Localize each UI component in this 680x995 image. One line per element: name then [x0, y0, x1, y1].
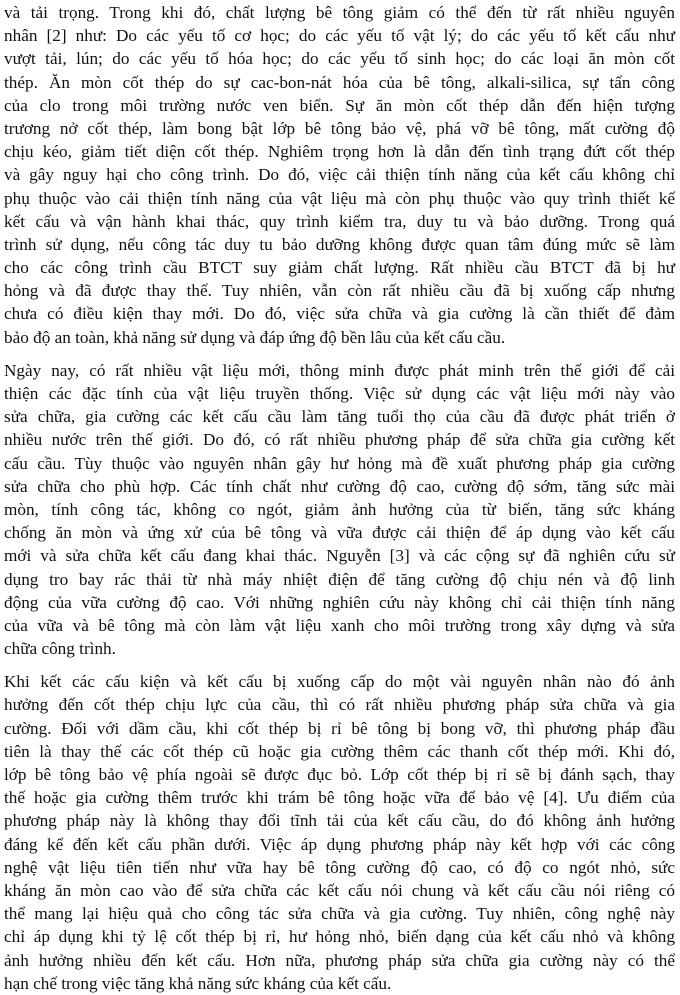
paragraph-repair-methods [4, 670, 675, 995]
text-line: cho các công trình cầu BTCT suy giảm chất lượng. Rất nhiều cầu BTCT đã bị hư [4, 258, 675, 278]
text-line: cường. Đối với dầm cầu, khi cốt thép bị rỉ bê tông bị bong vỡ, thì phương pháp đầu [4, 718, 675, 738]
text-line: mới và sửa chữa kết cấu đang khai thác. Nguyễn [3] và các cộng sự đã nghiên cứu sử [4, 546, 675, 566]
text-line: hưởng đến cốt thép chịu lực của cầu, thì có rất nhiều phương pháp sửa chữa và gia [4, 695, 675, 715]
text-line: và gây nguy hại cho công trình. Do đó, việc cải thiện tính năng của kết cấu không chỉ [4, 165, 675, 185]
text-line: thế hoặc gia cường thêm trước khi trám bê tông hoặc vữa để bảo vệ [4]. Ưu điểm của [4, 788, 675, 808]
text-line: chữa công trình. [4, 639, 116, 659]
text-line: chịu kéo, giảm tiết diện cốt thép. Nghiêm trọng hơn là dẫn đến tình trạng đứt cốt thép [4, 142, 675, 162]
text-line: Khi kết các cấu kiện và kết cấu bị xuống cấp do một vài nguyên nhân nào đó ảnh [4, 672, 675, 692]
text-line: nhân [2] như: Do các yếu tố cơ học; do các yếu tố vật lý; do các yếu tố kết cấu như [4, 26, 675, 46]
text-line: Ngày nay, có rất nhiều vật liệu mới, thông minh được phát minh trên thế giới để cải [4, 360, 675, 380]
text-line: nghệ vật liệu tiên tiến như vữa hay bê tông cường độ cao, có độ co ngót nhỏ, sức [4, 857, 675, 877]
text-line: ảnh hưởng nhiều đến kết cấu. Hơn nữa, phương pháp sửa chữa gia cường này có thể [4, 950, 675, 970]
text-line: dụng tro bay rác thải từ nhà máy nhiệt điện để tăng cường độ chịu nén và độ linh [4, 569, 675, 589]
text-line: trương nở cốt thép, làm bong bật lớp bê tông bảo vệ, phá vỡ bê tông, mất cường độ [4, 118, 675, 138]
text-line: lớp bê tông bảo vệ phía ngoài sẽ được đục bỏ. Lớp cốt thép bị rỉ sẽ bị đánh sạch, thay [4, 765, 675, 784]
paragraph-new-materials [4, 359, 675, 660]
text-line: nhiều nước trên thế giới. Do đó, có rất nhiều phương pháp để sửa chữa gia cường kết [4, 430, 675, 450]
text-line: hỏng và đã được thay thế. Tuy nhiên, vẫn còn rất nhiều cầu đã bị xuống cấp nhưng [4, 281, 675, 301]
text-line: chưa có điều kiện thay mới. Do đó, việc sửa chữa và gia cường là cần thiết để đảm [4, 304, 675, 324]
text-line: và tải trọng. Trong khi đó, chất lượng bê tông giảm có thể đến từ rất nhiều nguyên [4, 3, 675, 22]
text-line: chống ăn mòn và ứng xử của bê tông và vữa được cải thiện để áp dụng vào kết cấu [4, 523, 675, 543]
text-line: cấu cầu. Tùy thuộc vào nguyên nhân gây hư hỏng mà đề xuất phương pháp gia cường [4, 453, 675, 473]
text-line: trình sử dụng, nếu công tác duy tu bảo dưỡng không được quan tâm đúng mức sẽ làm [4, 234, 675, 254]
text-line: kháng ăn mòn cao vào để sửa chữa các kết cấu nói chung và kết cấu cầu nói riêng có [4, 880, 675, 900]
text-line: động của vữa cường độ cao. Với những nghiên cứu này không chỉ cải thiện tính năng [4, 592, 675, 612]
text-line: sửa chữa, gia cường các kết cấu cầu làm tăng tuổi thọ của cầu đã được phát triển ở [4, 407, 675, 427]
text-line: của clo trong môi trường nước ven biển. Sự ăn mòn cốt thép dẫn đến hiện tượng [4, 95, 675, 115]
text-line: sửa chữa cho phù hợp. Các tính chất như cường độ cao, cường độ sớm, tăng sức mài [4, 476, 675, 496]
text-line: chỉ áp dụng khi tỷ lệ cốt thép bị rỉ, hư hỏng nhỏ, biến dạng của kết cấu nhỏ và không [4, 927, 675, 947]
text-line: hạn chế trong việc tăng khả năng sức kháng của kết cấu. [4, 973, 392, 993]
text-line: tiên là thay thế các cốt thép cũ hoặc gia cường thêm các thanh cốt thép mới. Khi đó, [4, 741, 675, 761]
text-line: thể mang lại hiệu quả cho công tác sửa chữa và gia cường. Tuy nhiên, công nghệ này [4, 904, 675, 924]
text-line: của vữa và bê tông mà còn làm vật liệu xanh cho môi trường trong xây dựng và sửa [4, 615, 675, 635]
text-line: thép. Ăn mòn cốt thép do sự cac-bon-nát hóa của bê tông, alkali-silica, sự tấn công [4, 72, 675, 92]
text-line: phương pháp này là không thay đổi tĩnh tải của kết cấu cầu, do đó không ảnh hưởng [4, 811, 675, 831]
text-line: mòn, tính công tác, không co ngót, giảm ảnh hưởng của từ biến, tăng sức kháng [4, 499, 675, 519]
text-line: đáng kể đến kết cấu phần dưới. Việc áp dụng phương pháp này kết hợp với các công [4, 834, 675, 854]
text-line: phụ thuộc vào cải thiện tính năng của vật liệu mà còn phụ thuộc vào quy trình thiết kế [4, 188, 675, 208]
paragraph-concrete-degradation [4, 1, 675, 349]
text-line: vượt tải, lún; do các yếu tố hóa học; do các yếu tố sinh học; do các loại ăn mòn cốt [4, 49, 675, 69]
text-line: bảo độ an toàn, khả năng sử dụng và đáp ứng độ bền lâu của kết cấu cầu. [4, 327, 506, 347]
text-line: thiện các đặc tính của vật liệu truyền thống. Việc sử dụng các vật liệu mới này vào [4, 384, 675, 403]
text-line: kết cấu và vận hành khai thác, quy trình kiểm tra, duy tu và bảo dưỡng. Trong quá [4, 211, 675, 231]
